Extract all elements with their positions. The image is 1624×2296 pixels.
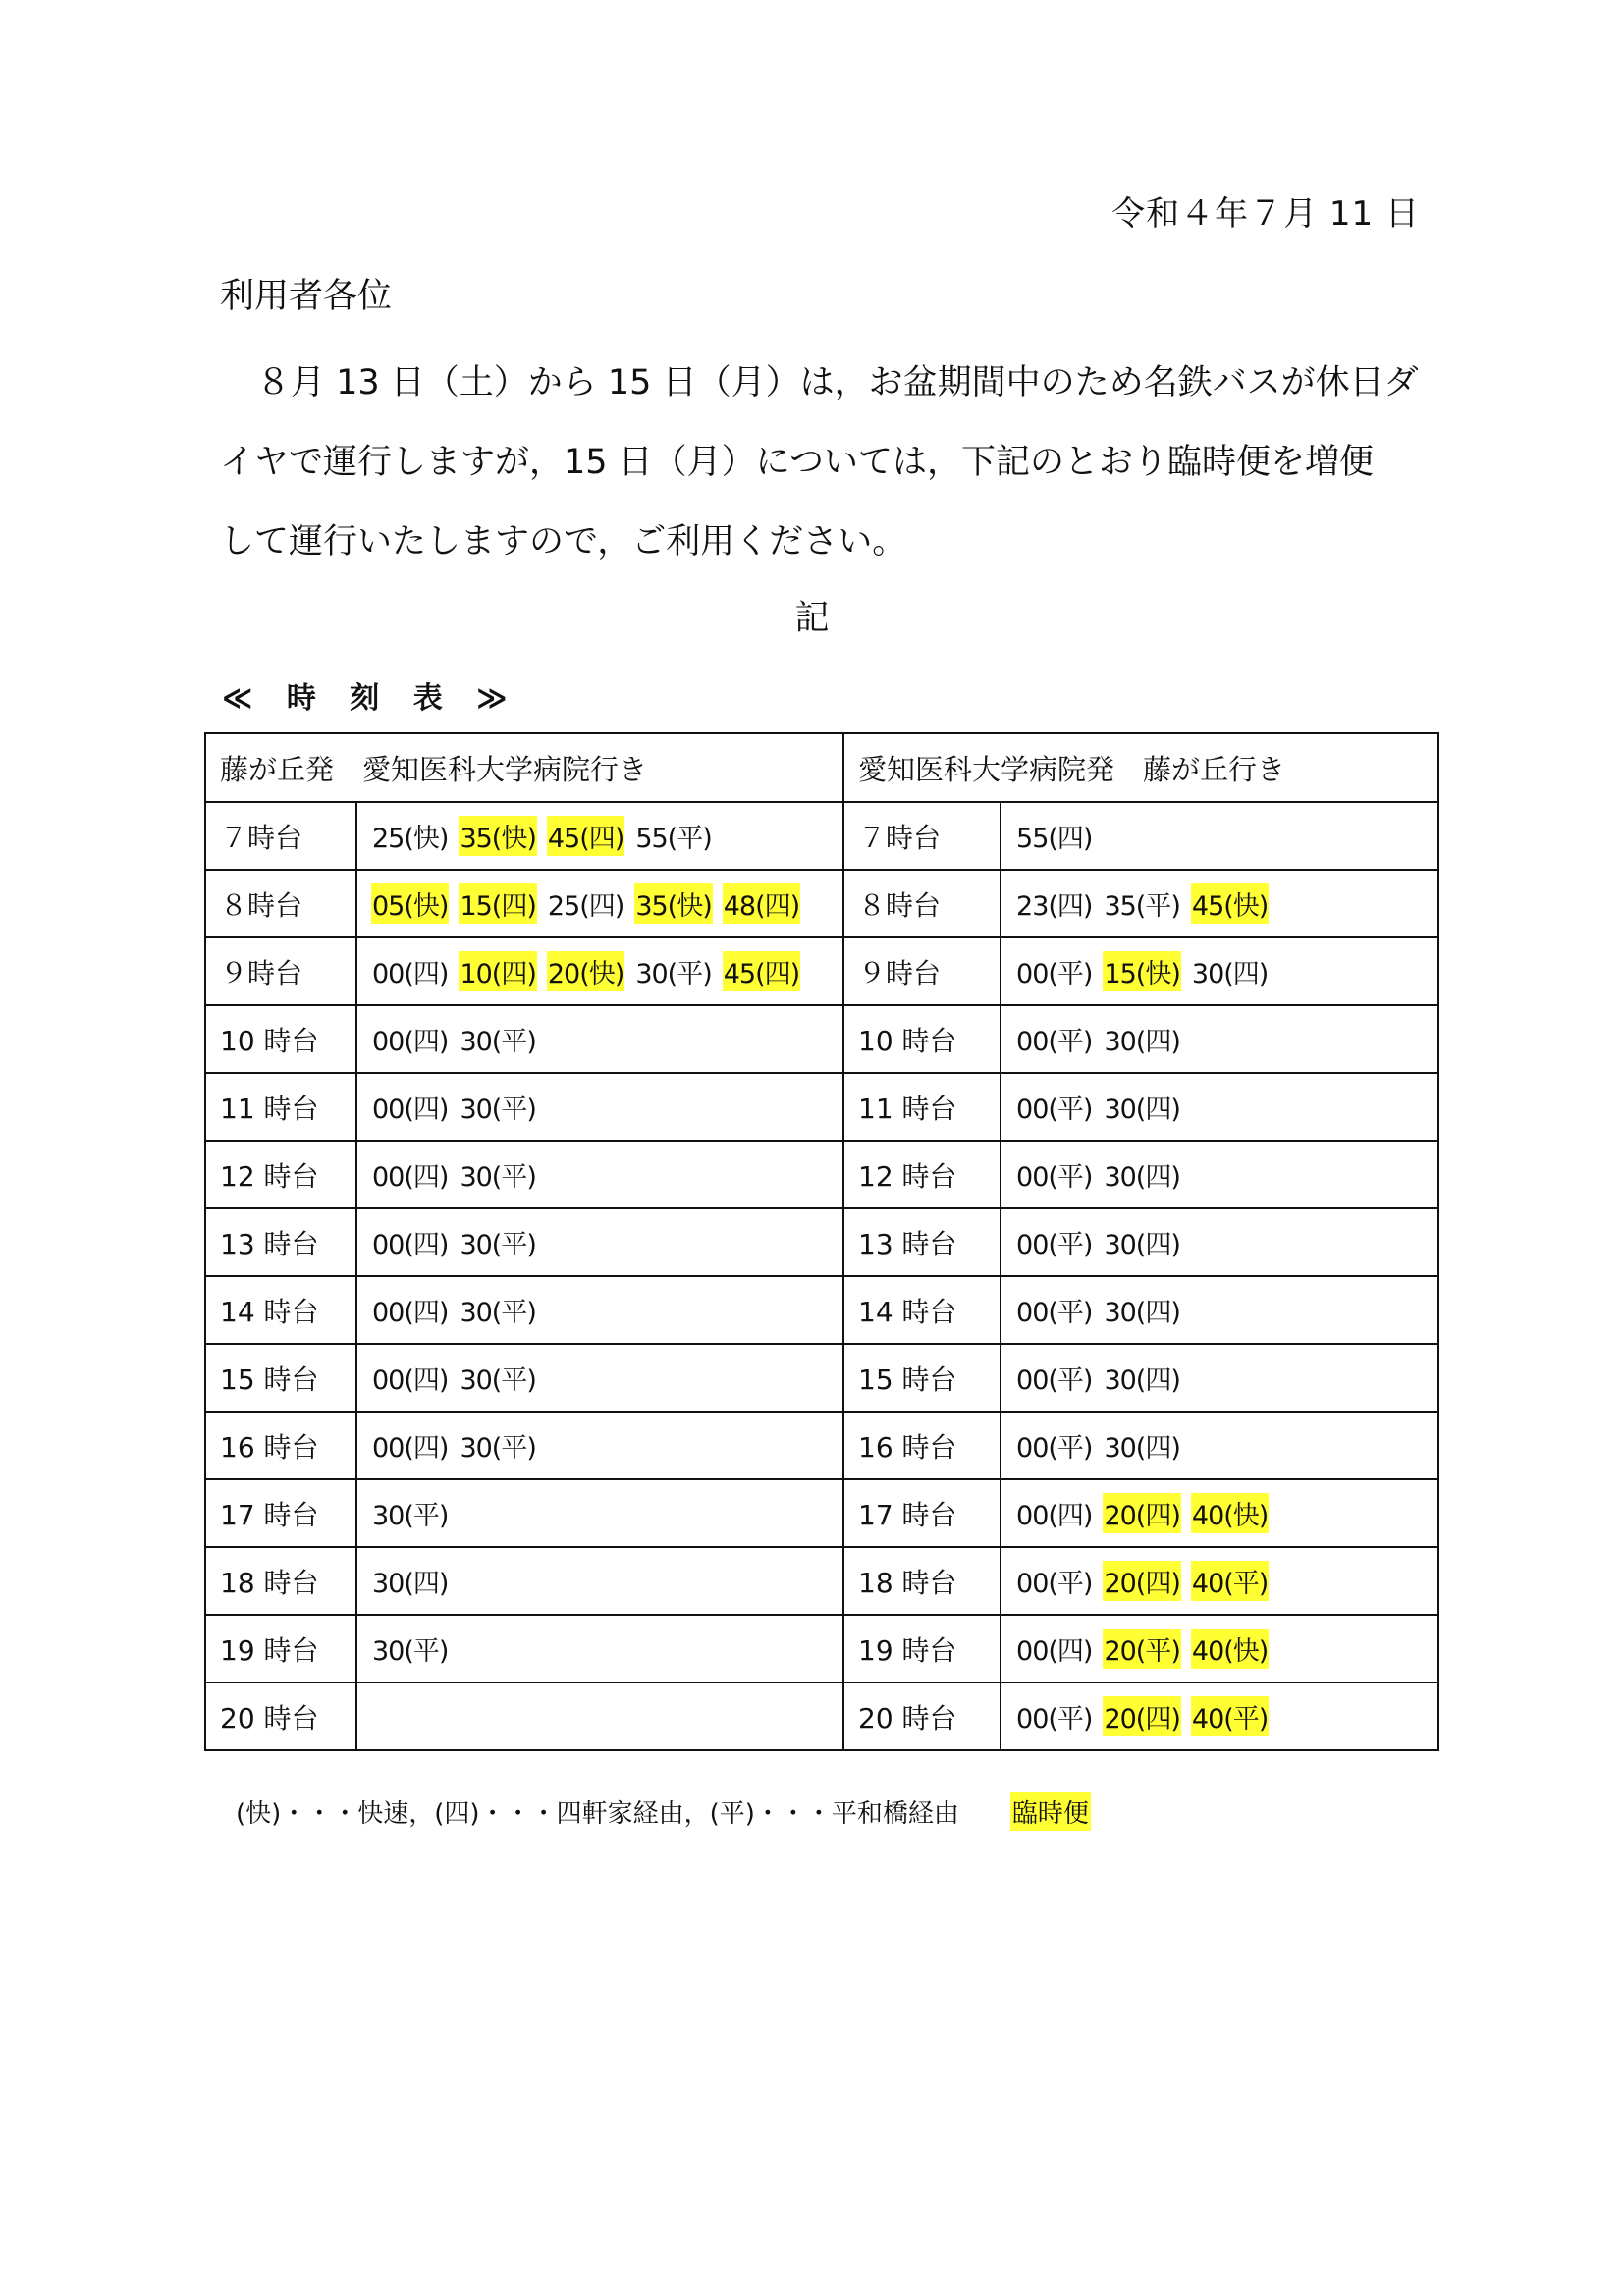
right-hour-cell: 17 時台 xyxy=(843,1479,1001,1547)
departure-time: 30(平) xyxy=(460,1433,536,1464)
left-route-header: 藤が丘発 愛知医科大学病院行き xyxy=(205,733,843,802)
right-departures-cell xyxy=(1001,1141,1438,1208)
departure-time: 00(平) xyxy=(1016,1230,1093,1260)
departure-time: 00(四) xyxy=(372,1298,449,1328)
left-hour-cell: 18 時台 xyxy=(205,1547,356,1615)
left-departures-cell xyxy=(356,1615,843,1682)
extra-departure-time: 40(平) xyxy=(1191,1696,1269,1736)
notice-line: イヤで運行しますが，15 日（月）については，下記のとおり臨時便を増便 xyxy=(220,443,1374,482)
departure-time: 30(四) xyxy=(1104,1433,1180,1464)
departure-time: 30(平) xyxy=(372,1636,449,1667)
departure-time: 00(四) xyxy=(372,959,449,989)
right-departures-cell xyxy=(1001,1547,1438,1615)
left-hour-cell: 17 時台 xyxy=(205,1479,356,1547)
extra-departure-time: 45(四) xyxy=(547,816,624,856)
right-departures-cell xyxy=(1001,1344,1438,1412)
departure-time: 30(四) xyxy=(1104,1027,1180,1057)
right-departures-cell xyxy=(1001,870,1438,937)
departure-time: 30(平) xyxy=(460,1230,536,1260)
extra-departure-time: 35(快) xyxy=(459,816,536,856)
table-row xyxy=(205,1412,1438,1479)
departure-time: 00(四) xyxy=(372,1027,449,1057)
ki-marker: 記 xyxy=(794,599,830,638)
left-departures-cell xyxy=(356,1208,843,1276)
left-departures-cell xyxy=(356,1005,843,1073)
right-hour-cell: ８時台 xyxy=(843,870,1001,937)
left-hour-cell: 16 時台 xyxy=(205,1412,356,1479)
right-departures-cell xyxy=(1001,1208,1438,1276)
left-departures-cell xyxy=(356,1412,843,1479)
departure-time: 35(平) xyxy=(1104,891,1180,922)
right-route-header: 愛知医科大学病院発 藤が丘行き xyxy=(843,733,1438,802)
left-hour-cell: 19 時台 xyxy=(205,1615,356,1682)
departure-time: 25(四) xyxy=(547,891,624,922)
table-row xyxy=(205,1344,1438,1412)
table-row xyxy=(205,1208,1438,1276)
extra-departure-time: 40(平) xyxy=(1191,1561,1269,1601)
extra-departure-time: 15(快) xyxy=(1103,951,1180,991)
right-departures-cell xyxy=(1001,1479,1438,1547)
table-row xyxy=(205,1479,1438,1547)
table-row xyxy=(205,1547,1438,1615)
left-departures-cell xyxy=(356,1344,843,1412)
right-hour-cell: ７時台 xyxy=(843,802,1001,870)
notice-line: ８月 13 日（土）から 15 日（月）は，お盆期間中のため名鉄バスが休日ダ xyxy=(256,363,1419,402)
departure-time: 00(平) xyxy=(1016,1162,1093,1193)
departure-time: 25(快) xyxy=(372,824,449,854)
right-hour-cell: 19 時台 xyxy=(843,1615,1001,1682)
right-departures-cell xyxy=(1001,1073,1438,1141)
departure-time: 00(平) xyxy=(1016,1365,1093,1396)
departure-time: 30(四) xyxy=(1191,959,1269,989)
departure-time: 55(四) xyxy=(1016,824,1093,854)
extra-departure-time: 40(快) xyxy=(1191,1493,1269,1533)
notice-line: して運行いたしますので，ご利用ください。 xyxy=(220,522,907,561)
departure-time: 30(平) xyxy=(460,1162,536,1193)
extra-departure-time: 48(四) xyxy=(723,883,800,924)
departure-time: 30(平) xyxy=(635,959,712,989)
departure-time: 00(四) xyxy=(372,1230,449,1260)
right-departures-cell xyxy=(1001,1005,1438,1073)
departure-time: 00(平) xyxy=(1016,1298,1093,1328)
left-departures-cell xyxy=(356,1141,843,1208)
right-departures-cell xyxy=(1001,802,1438,870)
table-row xyxy=(205,1615,1438,1682)
table-row xyxy=(205,870,1438,937)
left-departures-cell xyxy=(356,1479,843,1547)
table-row xyxy=(205,802,1438,870)
departure-time: 00(四) xyxy=(372,1095,449,1125)
legend-text: (快)・・・快速，(四)・・・四軒家経由，(平)・・・平和橋経由 xyxy=(236,1799,959,1829)
right-hour-cell: 20 時台 xyxy=(843,1682,1001,1750)
left-hour-cell: 14 時台 xyxy=(205,1276,356,1344)
departure-time: 30(四) xyxy=(1104,1162,1180,1193)
right-departures-cell xyxy=(1001,1276,1438,1344)
departure-time: 00(平) xyxy=(1016,1095,1093,1125)
extra-departure-time: 35(快) xyxy=(634,883,712,924)
departure-time: 00(四) xyxy=(1016,1636,1093,1667)
left-departures-cell xyxy=(356,1547,843,1615)
departure-time: 30(平) xyxy=(460,1027,536,1057)
right-hour-cell: 14 時台 xyxy=(843,1276,1001,1344)
table-row xyxy=(205,1276,1438,1344)
timetable-header-row xyxy=(205,733,1438,802)
departure-time: 00(平) xyxy=(1016,1569,1093,1599)
left-departures-cell xyxy=(356,870,843,937)
left-hour-cell: 12 時台 xyxy=(205,1141,356,1208)
left-hour-cell: 20 時台 xyxy=(205,1682,356,1750)
left-hour-cell: ７時台 xyxy=(205,802,356,870)
departure-time: 23(四) xyxy=(1016,891,1093,922)
departure-time: 30(平) xyxy=(372,1501,449,1531)
departure-time: 00(平) xyxy=(1016,1704,1093,1735)
departure-time: 00(平) xyxy=(1016,1433,1093,1464)
left-hour-cell: 10 時台 xyxy=(205,1005,356,1073)
departure-time: 30(四) xyxy=(1104,1365,1180,1396)
left-hour-cell: ８時台 xyxy=(205,870,356,937)
table-row xyxy=(205,937,1438,1005)
left-departures-cell xyxy=(356,1073,843,1141)
right-hour-cell: ９時台 xyxy=(843,937,1001,1005)
extra-departure-time: 10(四) xyxy=(459,951,536,991)
right-hour-cell: 11 時台 xyxy=(843,1073,1001,1141)
right-hour-cell: 16 時台 xyxy=(843,1412,1001,1479)
right-hour-cell: 18 時台 xyxy=(843,1547,1001,1615)
departure-time: 30(平) xyxy=(460,1365,536,1396)
legend-highlight-chip: 臨時便 xyxy=(1010,1792,1091,1831)
right-departures-cell xyxy=(1001,1615,1438,1682)
left-departures-cell xyxy=(356,1682,843,1750)
left-hour-cell: ９時台 xyxy=(205,937,356,1005)
departure-time: 30(四) xyxy=(1104,1298,1180,1328)
table-row xyxy=(205,1682,1438,1750)
issue-date: 令和４年７月 11 日 xyxy=(1111,194,1420,234)
departure-time: 30(平) xyxy=(460,1298,536,1328)
table-row xyxy=(205,1141,1438,1208)
extra-departure-time: 40(快) xyxy=(1191,1629,1269,1669)
table-row xyxy=(205,1005,1438,1073)
extra-departure-time: 20(快) xyxy=(547,951,624,991)
extra-departure-time: 15(四) xyxy=(459,883,536,924)
left-departures-cell xyxy=(356,937,843,1005)
departure-time: 00(四) xyxy=(372,1433,449,1464)
right-hour-cell: 12 時台 xyxy=(843,1141,1001,1208)
timetable xyxy=(204,732,1439,1751)
extra-departure-time: 05(快) xyxy=(371,883,449,924)
timetable-heading: ≪ 時 刻 表 ≫ xyxy=(222,681,519,716)
extra-departure-time: 20(四) xyxy=(1103,1561,1180,1601)
right-hour-cell: 13 時台 xyxy=(843,1208,1001,1276)
extra-departure-time: 20(平) xyxy=(1103,1629,1180,1669)
notice-body xyxy=(220,344,1428,582)
extra-departure-time: 45(四) xyxy=(723,951,800,991)
extra-departure-time: 20(四) xyxy=(1103,1696,1180,1736)
extra-departure-time: 45(快) xyxy=(1191,883,1269,924)
left-departures-cell xyxy=(356,802,843,870)
departure-time: 30(平) xyxy=(460,1095,536,1125)
departure-time: 00(四) xyxy=(372,1162,449,1193)
left-departures-cell xyxy=(356,1276,843,1344)
right-hour-cell: 10 時台 xyxy=(843,1005,1001,1073)
right-departures-cell xyxy=(1001,1682,1438,1750)
departure-time: 00(四) xyxy=(372,1365,449,1396)
extra-departure-time: 20(四) xyxy=(1103,1493,1180,1533)
departure-time: 55(平) xyxy=(635,824,712,854)
departure-time: 00(平) xyxy=(1016,959,1093,989)
salutation: 利用者各位 xyxy=(220,277,393,316)
departure-time: 30(四) xyxy=(372,1569,449,1599)
departure-time: 00(四) xyxy=(1016,1501,1093,1531)
right-departures-cell xyxy=(1001,1412,1438,1479)
right-departures-cell xyxy=(1001,937,1438,1005)
left-hour-cell: 15 時台 xyxy=(205,1344,356,1412)
departure-time: 30(四) xyxy=(1104,1095,1180,1125)
left-hour-cell: 11 時台 xyxy=(205,1073,356,1141)
legend xyxy=(236,1792,1091,1831)
departure-time: 30(四) xyxy=(1104,1230,1180,1260)
left-hour-cell: 13 時台 xyxy=(205,1208,356,1276)
table-row xyxy=(205,1073,1438,1141)
right-hour-cell: 15 時台 xyxy=(843,1344,1001,1412)
departure-time: 00(平) xyxy=(1016,1027,1093,1057)
